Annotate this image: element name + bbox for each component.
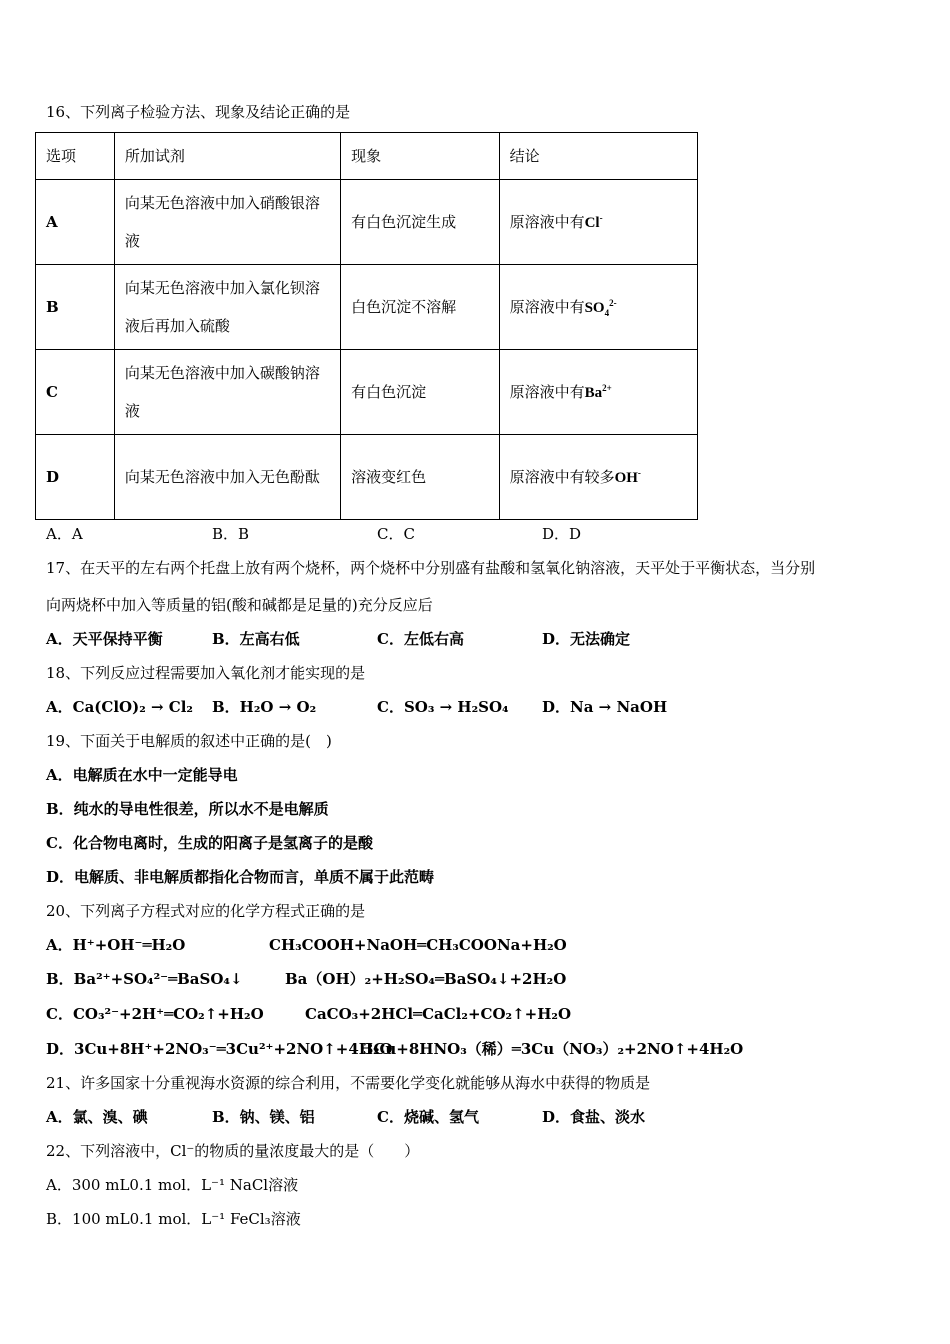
q16-stem: 16、下列离子检验方法、现象及结论正确的是 (46, 103, 351, 121)
q20-option-d-equation: 3Cu+8HNO₃（稀）═3Cu（NO₃）₂+2NO↑+4H₂O (363, 1040, 744, 1058)
row-phenomenon: 有白色沉淀生成 (341, 180, 500, 265)
q21-option-a[interactable]: A．氯、溴、碘 (46, 1108, 148, 1126)
q22-option-a[interactable]: A．300 mL0.1 mol．L⁻¹ NaCl溶液 (46, 1176, 299, 1194)
q21-option-d[interactable]: D．食盐、淡水 (542, 1108, 646, 1126)
q20-option-c-ionic[interactable]: C．CO₃²⁻+2H⁺═CO₂↑+H₂O (46, 1005, 264, 1023)
q17-stem-line2: 向两烧杯中加入等质量的铝(酸和碱都是足量的)充分反应后 (46, 596, 433, 614)
q16-option-a[interactable]: A．A (46, 525, 83, 543)
q20-option-b-ionic[interactable]: B．Ba²⁺+SO₄²⁻═BaSO₄↓ (46, 970, 243, 988)
q20-option-b-equation: Ba（OH）₂+H₂SO₄═BaSO₄↓+2H₂O (285, 970, 567, 988)
q18-option-d[interactable]: D．Na → NaOH (542, 698, 668, 716)
q21-option-b[interactable]: B．钠、镁、铝 (212, 1108, 315, 1126)
header-conclusion: 结论 (499, 133, 697, 180)
q22-stem: 22、下列溶液中，Cl⁻的物质的量浓度最大的是（ ） (46, 1142, 420, 1160)
header-phenomenon: 现象 (341, 133, 500, 180)
table-row (36, 180, 698, 265)
q21-stem: 21、许多国家十分重视海水资源的综合利用，不需要化学变化就能够从海水中获得的物质是 (46, 1074, 651, 1092)
row-reagent: 向某无色溶液中加入硝酸银溶液 (114, 180, 340, 265)
q20-stem: 20、下列离子方程式对应的化学方程式正确的是 (46, 902, 366, 920)
q19-option-a[interactable]: A．电解质在水中一定能导电 (46, 766, 238, 784)
row-option: B (36, 265, 115, 350)
row-option: A (36, 180, 115, 265)
row-phenomenon: 白色沉淀不溶解 (341, 265, 500, 350)
q19-option-d[interactable]: D．电解质、非电解质都指化合物而言，单质不属于此范畴 (46, 868, 435, 886)
q21-option-c[interactable]: C．烧碱、氢气 (377, 1108, 479, 1126)
row-reagent: 向某无色溶液中加入无色酚酞 (114, 435, 340, 520)
row-phenomenon: 有白色沉淀 (341, 350, 500, 435)
q20-option-d-ionic[interactable]: D．3Cu+8H⁺+2NO₃⁻═3Cu²⁺+2NO↑+4H₂O (46, 1040, 393, 1058)
q17-option-d[interactable]: D．无法确定 (542, 630, 631, 648)
q17-option-a[interactable]: A．天平保持平衡 (46, 630, 163, 648)
row-option: D (36, 435, 115, 520)
row-conclusion: 原溶液中有较多OH- (499, 435, 697, 520)
row-reagent: 向某无色溶液中加入碳酸钠溶液 (114, 350, 340, 435)
q18-option-c[interactable]: C．SO₃ → H₂SO₄ (377, 698, 509, 716)
q18-stem: 18、下列反应过程需要加入氧化剂才能实现的是 (46, 664, 366, 682)
row-phenomenon: 溶液变红色 (341, 435, 500, 520)
table-row (36, 265, 698, 350)
q19-stem: 19、下面关于电解质的叙述中正确的是( ) (46, 732, 332, 750)
q16-option-b[interactable]: B．B (212, 525, 250, 543)
q20-option-a-equation: CH₃COOH+NaOH═CH₃COONa+H₂O (269, 936, 567, 954)
row-conclusion: 原溶液中有$Ba^{2+}$ (499, 350, 697, 435)
q16-table (35, 132, 698, 520)
row-conclusion: 原溶液中有$SO_4^{2-}$ (499, 265, 697, 350)
table-header-row (36, 133, 698, 180)
q17-option-c[interactable]: C．左低右高 (377, 630, 464, 648)
row-conclusion: 原溶液中有Cl- (499, 180, 697, 265)
q17-stem-line1: 17、在天平的左右两个托盘上放有两个烧杯，两个烧杯中分别盛有盐酸和氢氧化钠溶液，天平处于平衡状态，当分别 (46, 559, 816, 577)
row-reagent: 向某无色溶液中加入氯化钡溶液后再加入硫酸 (114, 265, 340, 350)
q20-option-a-ionic[interactable]: A．H⁺+OH⁻═H₂O (46, 936, 186, 954)
header-reagent: 所加试剂 (114, 133, 340, 180)
header-option: 选项 (36, 133, 115, 180)
q17-option-b[interactable]: B．左高右低 (212, 630, 300, 648)
q18-option-b[interactable]: B．H₂O → O₂ (212, 698, 317, 716)
q19-option-b[interactable]: B．纯水的导电性很差，所以水不是电解质 (46, 800, 329, 818)
q18-option-a[interactable]: A．Ca(ClO)₂ → Cl₂ (46, 698, 193, 716)
q20-option-c-equation: CaCO₃+2HCl═CaCl₂+CO₂↑+H₂O (305, 1005, 572, 1023)
q22-option-b[interactable]: B．100 mL0.1 mol．L⁻¹ FeCl₃溶液 (46, 1210, 301, 1228)
q19-option-c[interactable]: C．化合物电离时，生成的阳离子是氢离子的是酸 (46, 834, 373, 852)
q16-option-d[interactable]: D．D (542, 525, 582, 543)
table-row (36, 350, 698, 435)
row-option: C (36, 350, 115, 435)
q16-option-c[interactable]: C．C (377, 525, 415, 543)
table-row (36, 435, 698, 520)
